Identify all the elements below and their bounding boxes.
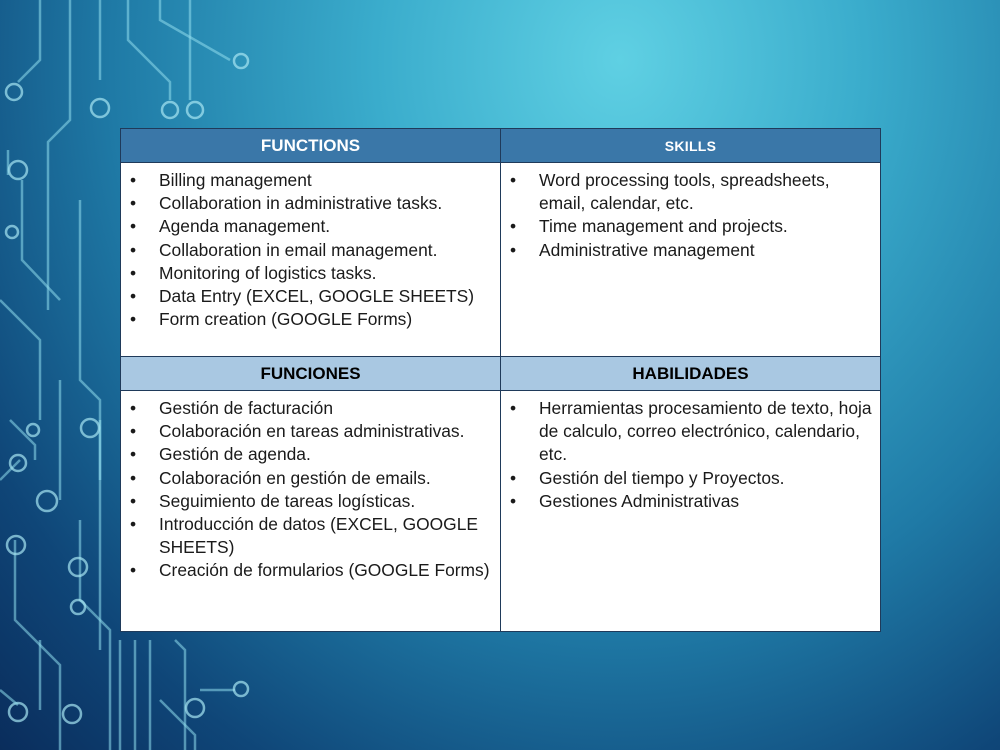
list-item: • Gestión de agenda.	[129, 443, 492, 466]
list-item: • Word processing tools, spreadsheets, email, calendar, etc.	[509, 169, 872, 215]
list-item: • Monitoring of logistics tasks.	[129, 262, 492, 285]
functions-header: FUNCTIONS	[121, 129, 501, 163]
list-item: • Colaboración en tareas administrativas.	[129, 420, 492, 443]
habilidades-header: HABILIDADES	[501, 357, 880, 391]
functions-cell-es	[121, 391, 501, 631]
list-item: • Creación de formularios (GOOGLE Forms)	[129, 559, 492, 582]
list-item: • Introducción de datos (EXCEL, GOOGLE SHEETS)	[129, 513, 492, 559]
skills-header: SKILLS	[501, 129, 880, 163]
list-item: • Gestión del tiempo y Proyectos.	[509, 467, 872, 490]
skills-list-es	[509, 397, 872, 513]
functions-skills-table	[120, 128, 881, 632]
list-item: • Collaboration in administrative tasks.	[129, 192, 492, 215]
list-item: • Data Entry (EXCEL, GOOGLE SHEETS)	[129, 285, 492, 308]
list-item: • Billing management	[129, 169, 492, 192]
functions-cell-en	[121, 163, 501, 357]
list-item: • Gestiones Administrativas	[509, 490, 872, 513]
list-item: • Herramientas procesamiento de texto, hoja de calculo, correo electrónico, calendario, etc.	[509, 397, 872, 467]
list-item: • Form creation (GOOGLE Forms)	[129, 308, 492, 331]
list-item: • Colaboración en gestión de emails.	[129, 467, 492, 490]
list-item: • Administrative management	[509, 239, 872, 262]
list-item: • Seguimiento de tareas logísticas.	[129, 490, 492, 513]
functions-list-es	[129, 397, 492, 583]
list-item: • Collaboration in email management.	[129, 239, 492, 262]
skills-list-en	[509, 169, 872, 262]
functions-list-en	[129, 169, 492, 331]
list-item: • Time management and projects.	[509, 215, 872, 238]
list-item: • Agenda management.	[129, 215, 492, 238]
funciones-header: FUNCIONES	[121, 357, 501, 391]
skills-cell-en	[501, 163, 880, 357]
skills-cell-es	[501, 391, 880, 631]
list-item: • Gestión de facturación	[129, 397, 492, 420]
